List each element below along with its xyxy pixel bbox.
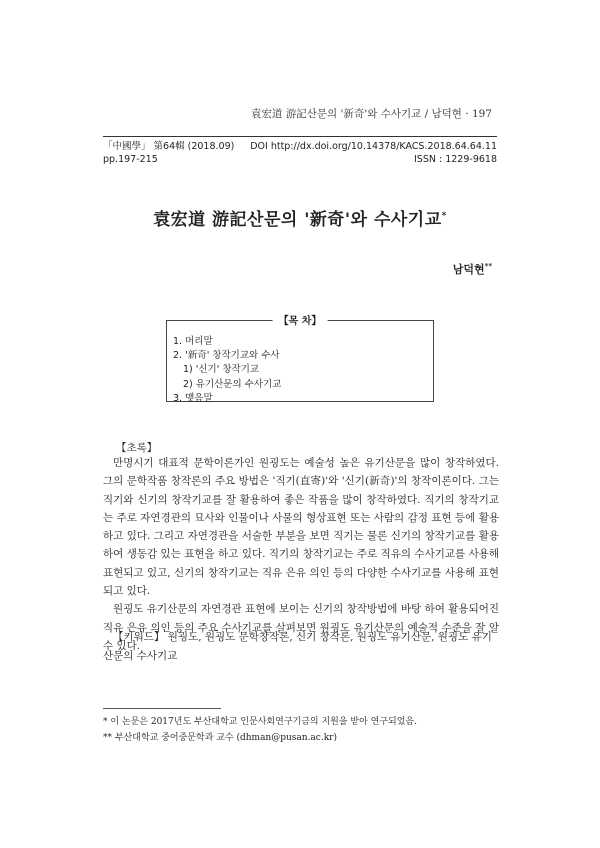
title-footnote-mark: * [441,211,447,222]
footnote-divider [103,708,221,709]
running-header: 袁宏道 游記산문의 '新奇'와 수사기교 / 남덕현 · 197 [250,108,492,120]
keywords [103,628,499,665]
author-name: 남덕현 [452,263,485,276]
author-footnote-mark: ** [484,261,492,271]
journal-issn: ISSN : 1229-9618 [414,154,497,165]
footnote-funding: * 이 논문은 2017년도 부산대학교 인문사회연구기금의 지원을 받아 연구되었음. [103,717,417,727]
paper-title-text: 袁宏道 游記산문의 '新奇'와 수사기교 [153,210,442,230]
abstract-body [103,454,499,655]
abstract-label: 【초록】 [116,442,158,454]
keywords-label: 【키워드】 [113,631,165,643]
toc-subitem: 1) '신기' 창작기교 [183,364,260,376]
footnote-author-affiliation: ** 부산대학교 중어중문학과 교수 (dhman@pusan.ac.kr) [103,733,337,743]
toc-item: 1. 머리말 [173,336,213,347]
footnotes [103,714,417,746]
keywords-text: 원굉도, 원굉도 문학창작론, 신기 창작론, 원굉도 유기산문, 원굉도 유기산문의 수사기교 [103,631,492,662]
journal-pages: pp.197-215 [103,154,158,165]
journal-meta [103,136,497,166]
table-of-contents [166,316,434,404]
toc-subitem: 2) 유기산문의 수사기교 [183,378,282,390]
abstract-paragraph: 원굉도 유기산문의 자연경관 표현에 보이는 신기의 창작방법에 바탕 하여 활용되어진 직유 은유 의인 등의 주요 수사기교를 살펴보면 원굉도 유기산문의 예술적 수준을 잘 알 수 있다. [103,603,499,652]
journal-doi[interactable]: DOI http://dx.doi.org/10.14378/KACS.2018.64.64.11 [250,141,497,152]
toc-item: 2. '新奇' 창작기교와 수사 [173,350,280,362]
abstract-paragraph: 만명시기 대표적 문학이론가인 원굉도는 예술성 높은 유기산문을 많이 창작하였다. 그의 문학작품 창작론의 주요 방법은 '직기(直寄)'와 '신기(新奇)'의 창작이론이다. 그는 직기와 신기의 창작기교를 잘 활용하여 좋은 작품을 많이 창작하였다. 직기의 창작기교는 주로 자연경관의 묘사와 인물이나 사물의 형상표현 또는 사람의 감정 표현 등에 활용하고 있다. 그리고 자연경관을 서술한 부분을 보면 직기는 물론 신기의 창작기교를 활용하여 생동감 있는 표현을 하고 있다. 직기의 창작기교는 주로 직유의 수사기교를 사용해 표현되고 있고, 신기의 창작기교는 직유 은유 의인 등의 다양한 수사기교를 사용해 표현되고 있다. [103,457,499,598]
toc-heading: 【목 차】 [273,312,328,327]
journal-name-issue: 「中國學」 第64輯 (2018.09) [103,141,235,152]
toc-item: 3. 맺음말 [173,392,213,404]
paper-title [0,205,600,230]
toc-list [167,321,433,406]
author [453,261,492,277]
